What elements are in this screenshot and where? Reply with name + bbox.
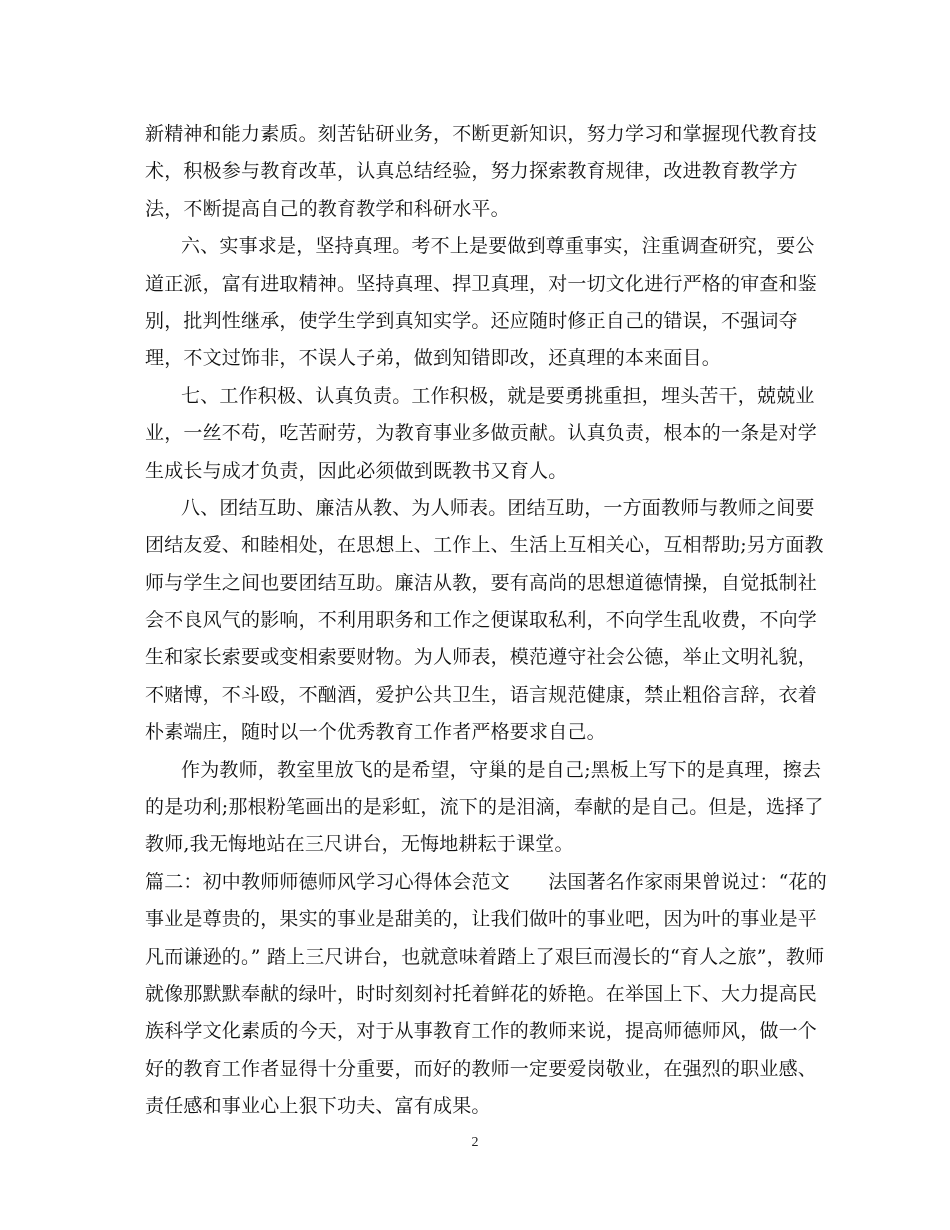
- text-line: 道正派，富有进取精神。坚持真理、捍卫真理，对一切文化进行严格的审查和鉴: [145, 272, 818, 295]
- page-number: 2: [471, 1135, 479, 1150]
- section-eight-start: 八、团结互助、廉洁从教、为人师表。团结互助，一方面教师与教师之间要: [181, 496, 815, 519]
- text-line: 别，批判性继承，使学生学到真知实学。还应随时修正自己的错误，不强词夺: [145, 309, 798, 332]
- text-line: 事业是尊贵的，果实的事业是甜美的，让我们做叶的事业吧，因为叶的事业是平: [145, 908, 818, 931]
- teacher-paragraph-start: 作为教师，教室里放飞的是希望，守巢的是自己;黑板上写下的是真理，擦去: [181, 758, 822, 781]
- text-line: 教师,我无悔地站在三尺讲台，无悔地耕耘于课堂。: [145, 833, 574, 856]
- text-line: 理，不文过饰非，不误人子弟，做到知错即改，还真理的本来面目。: [145, 347, 722, 370]
- text-line: 好的教育工作者显得十分重要，而好的教师一定要爱岗敬业，在强烈的职业感、: [145, 1057, 818, 1080]
- body-text: [145, 116, 827, 1126]
- text-line: 师与学生之间也要团结互助。廉洁从教，要有高尚的思想道德情操，自觉抵制社: [145, 571, 818, 594]
- text-line: 生和家长索要或变相索要财物。为人师表，模范遵守社会公德，举止文明礼貌，: [145, 646, 818, 669]
- text-line: 团结友爱、和睦相处，在思想上、工作上、生活上互相关心，互相帮助;另方面教: [145, 534, 824, 557]
- part-two-heading-line: 篇二：初中教师师德师风学习心得体会范文 法国著名作家雨果曾说过：“花的: [145, 870, 827, 893]
- text-line: 就像那默默奉献的绿叶，时时刻刻衬托着鲜花的娇艳。在举国上下、大力提高民: [145, 982, 818, 1005]
- text-line: 凡而谦逊的。” 踏上三尺讲台，也就意味着踏上了艰巨而漫长的“育人之旅”，教师: [145, 945, 825, 968]
- text-line: 不赌博，不斗殴，不酗酒，爱护公共卫生，语言规范健康，禁止粗俗言辞，衣着: [145, 683, 818, 706]
- text-line: 生成长与成才负责，因此必须做到既教书又育人。: [145, 459, 568, 482]
- text-line: 的是功利;那根粉笔画出的是彩虹，流下的是泪滴，奉献的是自己。但是，选择了: [145, 796, 824, 819]
- section-seven-start: 七、工作积极、认真负责。工作积极，就是要勇挑重担，埋头苦干，兢兢业: [181, 384, 815, 407]
- text-line: 族科学文化素质的今天，对于从事教育工作的教师来说，提高师德师风，做一个: [145, 1020, 818, 1043]
- text-line: 业，一丝不苟，吃苦耐劳，为教育事业多做贡献。认真负责，根本的一条是对学: [145, 422, 818, 445]
- text-line: 责任感和事业心上狠下功夫、富有成果。: [145, 1095, 491, 1118]
- text-line: 朴素端庄，随时以一个优秀教育工作者严格要求自己。: [145, 721, 606, 744]
- text-line: 术，积极参与教育改革，认真总结经验，努力探索教育规律，改进教育教学方: [145, 160, 798, 183]
- text-line: 法，不断提高自己的教育教学和科研水平。: [145, 197, 510, 220]
- section-six-start: 六、实事求是，坚持真理。考不上是要做到尊重事实，注重调查研究，要公: [181, 235, 815, 258]
- text-line: 新精神和能力素质。刻苦钻研业务，不断更新知识，努力学习和掌握现代教育技: [145, 123, 818, 145]
- text-line: 会不良风气的影响，不利用职务和工作之便谋取私利，不向学生乱收费，不向学: [145, 609, 818, 632]
